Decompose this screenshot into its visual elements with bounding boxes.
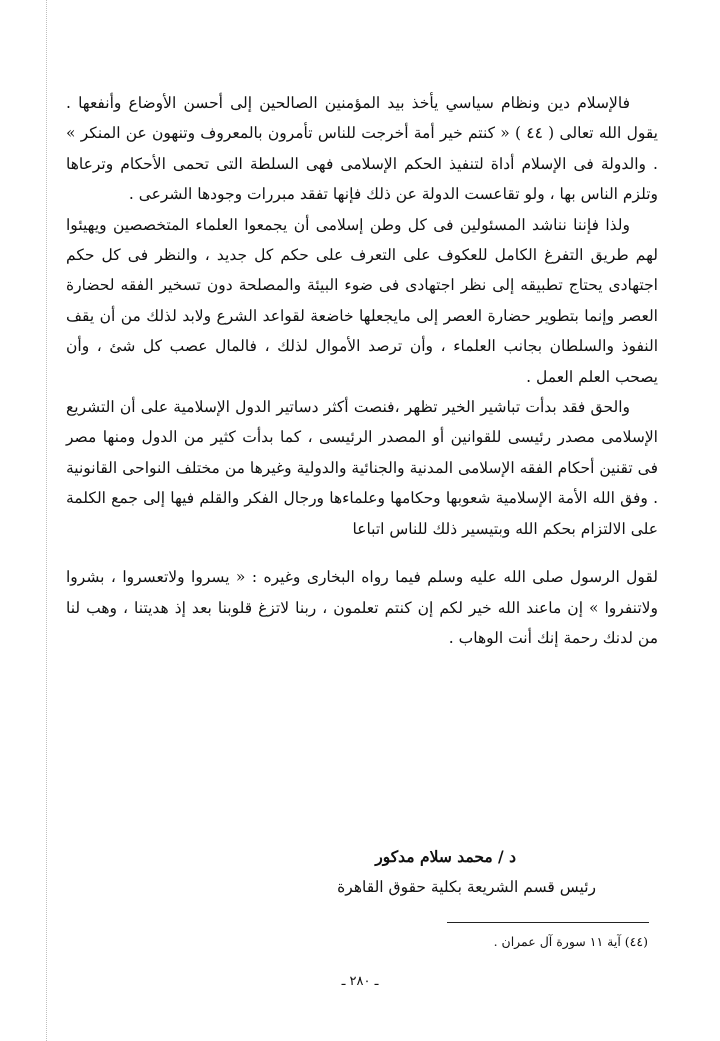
author-name: د / محمد سلام مدكور (375, 847, 516, 866)
footnote-divider (447, 922, 649, 923)
author-signature (256, 842, 596, 902)
article-body (66, 88, 658, 653)
scan-artifact-line (46, 0, 47, 1041)
paragraph-hadith-conclusion: لقول الرسول صلى الله عليه وسلم فيما رواه البخارى وغيره : « يسروا ولاتعسروا ، بشروا ولاتنفروا » إن ماعند الله خير لكم إن كنتم تعلمون ، ربنا لاتزغ قلوبنا بعد إذ هديتنا ، وهب لنا من لدنك رحمة إنك أنت الوهاب . (66, 568, 658, 647)
paragraph-appeal-to-officials: ولذا فإننا نناشد المسئولين فى كل وطن إسلامى أن يجمعوا العلماء المتخصصين ويهيئوا لهم طريق التفرغ الكامل للعكوف على التعرف على حكم كل جديد ، والنظر فى كل حكم اجتهادى يحتاج تطبيقه إلى نظر اجتهادى فى ضوء البيئة والمصلحة دون تسخير الفقه لحضارة العصر وإنما بتطوير حضارة العصر إلى مايجعلها خاضعة لقواعد الشرع ولابد لذلك من أن يقف النفوذ والسلطان بجانب العلماء ، وأن ترصد الأموال لذلك ، فالمال عصب كل شئ ، وأن يصحب العلم العمل . (66, 215, 658, 386)
page-number: ـ ٢٨٠ ـ (341, 974, 379, 989)
paragraph-islam-politics: فالإسلام دين ونظام سياسي يأخذ بيد المؤمنين الصالحين إلى أحسن الأوضاع وأنفعها . يقول الله تعالى ( ٤٤ ) « كنتم خير أمة أخرجت للناس تأمرون بالمعروف وتنهون عن المنكر » . والدولة فى الإسلام أداة لتنفيذ الحكم الإسلامى فهى السلطة التى تحمى الأحكام وترعاها وتلزم الناس بها ، ولو تقاعست الدولة عن ذلك فإنها تفقد مبررات وجودها الشرعى . (66, 94, 658, 204)
author-title: رئيس قسم الشريعة بكلية حقوق القاهرة (337, 878, 596, 896)
footnote: (٤٤) آية ١١ سورة آل عمران . (493, 934, 648, 949)
paragraph-good-signs: والحق فقد بدأت تباشير الخير تظهر ،فنصت أكثر دساتير الدول الإسلامية على أن التشريع الإسلامى مصدر رئيسى للقوانين أو المصدر الرئيسى ، كما بدأت كثير من الدول ومنها مصر فى تقنين أحكام الفقه الإسلامى المدنية والجنائية والدولية وغيرها من مختلف النواحى القانونية . وفق الله الأمة الإسلامية شعوبها وحكامها وعلماءها ورجال الفكر والقلم فيها إلى جمع الكلمة على الالتزام بحكم الله وبتيسير ذلك للناس اتباعا (66, 398, 658, 538)
